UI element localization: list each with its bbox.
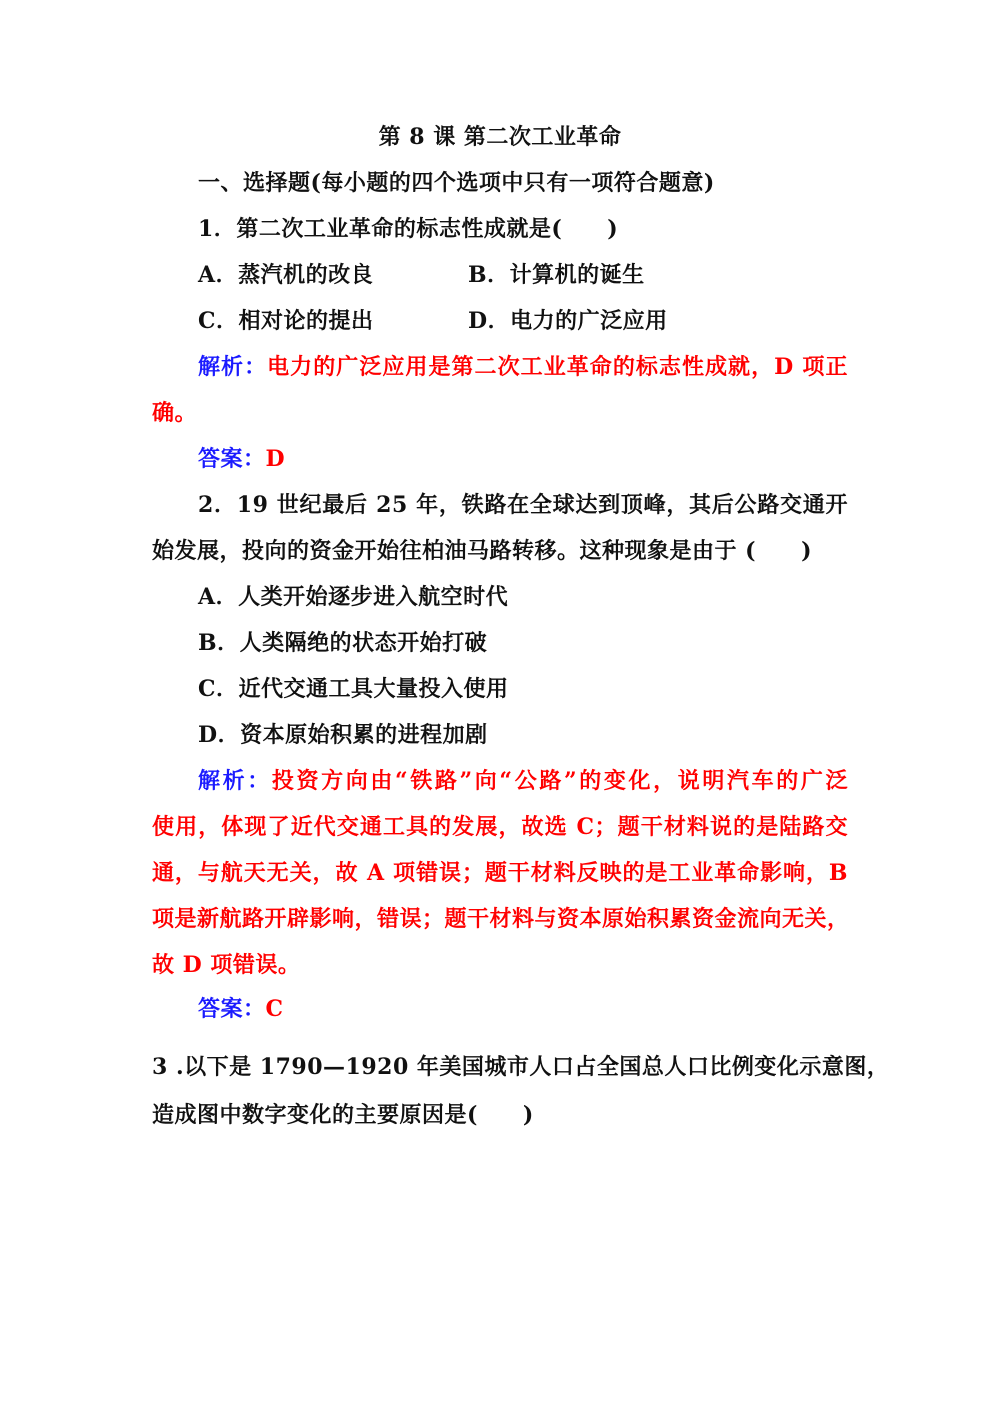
option-text: 电力的广泛应用 [510, 308, 668, 334]
question-1-option-c [198, 306, 374, 336]
question-3-stem-line-1 [152, 1052, 890, 1082]
question-stem-text: 19 世纪最后 25 年，铁路在全球达到顶峰，其后公路交通开 [236, 492, 848, 518]
question-2-analysis-line-3: 通，与航天无关，故 A 项错误；题干材料反映的是工业革命影响，B [152, 860, 848, 886]
answer-label: 答案： [198, 446, 266, 472]
question-number: 2． [198, 492, 237, 518]
question-2-analysis-line-2: 使用，体现了近代交通工具的发展，故选 C；题干材料说的是陆路交 [152, 814, 848, 840]
option-letter: D． [468, 308, 511, 334]
option-text: 蒸汽机的改良 [238, 262, 374, 288]
section-heading-note: (每小题的四个选项中只有一项符合题意) [310, 170, 715, 196]
analysis-label: 解析： [198, 768, 272, 794]
question-number: 3 . [152, 1054, 185, 1080]
option-text: 资本原始积累的进程加剧 [240, 722, 488, 748]
question-2-option-b [198, 628, 487, 658]
question-1-option-d [468, 306, 668, 336]
option-text: 人类开始逐步进入航空时代 [238, 584, 509, 610]
question-2-stem-line-1 [198, 490, 848, 520]
question-1-option-a [198, 260, 373, 290]
section-heading-label: 一、选择题 [198, 170, 311, 196]
question-2-option-a [198, 582, 508, 612]
question-2-analysis-line-1 [198, 766, 848, 796]
analysis-text: 投资方向由“铁路”向“公路”的变化，说明汽车的广泛 [271, 768, 848, 794]
answer-label: 答案： [198, 996, 266, 1022]
analysis-text: 电力的广泛应用是第二次工业革命的标志性成就，D 项正 [267, 354, 848, 380]
option-letter: C． [198, 676, 239, 702]
lesson-title: 第 8 课 第二次工业革命 [378, 124, 622, 150]
option-letter: C． [198, 308, 239, 334]
question-stem-text: 第二次工业革命的标志性成就是( ) [236, 216, 619, 242]
question-1-analysis-line-2: 确。 [152, 400, 198, 426]
question-2-stem-line-2: 始发展，投向的资金开始往柏油马路转移。这种现象是由于 ( ) [152, 538, 812, 564]
question-number: 1． [198, 216, 237, 242]
option-letter: A． [198, 262, 239, 288]
option-letter: B． [198, 630, 240, 656]
question-2-answer [198, 994, 284, 1024]
question-2-analysis-line-4: 项是新航路开辟影响，错误；题干材料与资本原始积累资金流向无关， [152, 906, 850, 932]
option-letter: D． [198, 722, 241, 748]
answer-value: D [265, 446, 286, 472]
option-text: 相对论的提出 [238, 308, 374, 334]
option-text: 人类隔绝的状态开始打破 [239, 630, 488, 656]
option-letter: B． [468, 262, 510, 288]
section-heading [198, 168, 715, 198]
question-2-option-d [198, 720, 488, 750]
question-1-stem [198, 214, 618, 244]
question-2-analysis-line-5: 故 D 项错误。 [152, 952, 301, 978]
option-text: 近代交通工具大量投入使用 [238, 676, 509, 702]
question-2-option-c [198, 674, 509, 704]
question-stem-text: 以下是 1790—1920 年美国城市人口占全国总人口比例变化示意图， [184, 1054, 890, 1080]
question-1-option-b [468, 260, 645, 290]
option-text: 计算机的诞生 [509, 262, 645, 288]
answer-value: C [265, 996, 284, 1022]
question-1-answer [198, 444, 285, 474]
analysis-label: 解析： [198, 354, 268, 380]
question-3-stem-line-2: 造成图中数字变化的主要原因是( ) [152, 1102, 534, 1128]
option-letter: A． [198, 584, 239, 610]
question-1-analysis-line-1 [198, 352, 848, 382]
